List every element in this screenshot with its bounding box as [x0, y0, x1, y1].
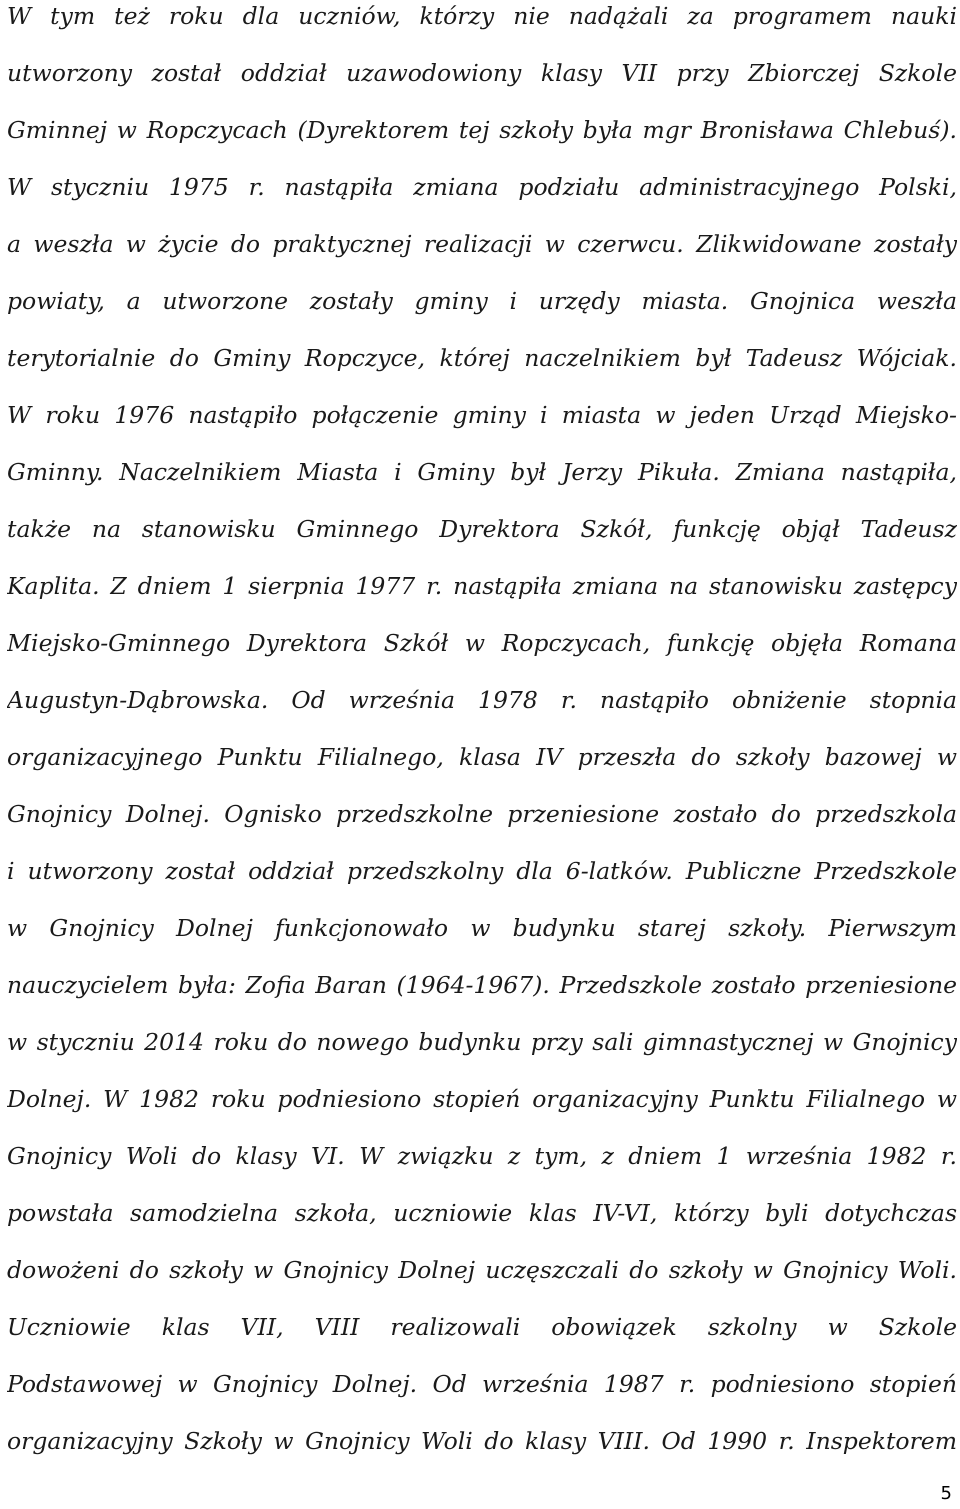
text-line: organizacyjny Szkoły w Gnojnicy Woli do klasy VIII. Od 1990 r. Inspektorem: [7, 1427, 957, 1455]
text-line: W styczniu 1975 r. nastąpiła zmiana podziału administracyjnego Polski,: [7, 173, 957, 201]
text-line: i utworzony został oddział przedszkolny dla 6-latków. Publiczne Przedszkole: [7, 857, 957, 885]
text-line: Kaplita. Z dniem 1 sierpnia 1977 r. nastąpiła zmiana na stanowisku zastępcy: [7, 572, 957, 600]
text-line: terytorialnie do Gminy Ropczyce, której naczelnikiem był Tadeusz Wójciak.: [7, 344, 957, 372]
text-line: Gminnej w Ropczycach (Dyrektorem tej szkoły była mgr Bronisława Chlebuś).: [7, 116, 957, 144]
text-line: Gnojnicy Dolnej. Ognisko przedszkolne przeniesione zostało do przedszkola: [7, 800, 957, 828]
text-line: także na stanowisku Gminnego Dyrektora Szkół, funkcję objął Tadeusz: [7, 515, 957, 543]
text-line: organizacyjnego Punktu Filialnego, klasa IV przeszła do szkoły bazowej w: [7, 743, 957, 771]
text-line: powstała samodzielna szkoła, uczniowie klas IV-VI, którzy byli dotychczas: [7, 1199, 957, 1227]
page-number: 5: [940, 1483, 952, 1504]
text-line: Uczniowie klas VII, VIII realizowali obowiązek szkolny w Szkole: [7, 1313, 957, 1341]
text-line: Miejsko-Gminnego Dyrektora Szkół w Ropczycach, funkcję objęła Romana: [7, 629, 957, 657]
text-line: w Gnojnicy Dolnej funkcjonowało w budynku starej szkoły. Pierwszym: [7, 914, 957, 942]
text-line: Gnojnicy Woli do klasy VI. W związku z tym, z dniem 1 września 1982 r.: [7, 1142, 957, 1170]
text-line: w styczniu 2014 roku do nowego budynku przy sali gimnastycznej w Gnojnicy: [7, 1028, 957, 1056]
text-line: Podstawowej w Gnojnicy Dolnej. Od września 1987 r. podniesiono stopień: [7, 1370, 957, 1398]
text-line: W roku 1976 nastąpiło połączenie gminy i miasta w jeden Urząd Miejsko-: [7, 401, 957, 429]
text-line: dowożeni do szkoły w Gnojnicy Dolnej uczęszczali do szkoły w Gnojnicy Woli.: [7, 1256, 957, 1284]
body-text: [7, 0, 957, 1470]
text-line: powiaty, a utworzone zostały gminy i urzędy miasta. Gnojnica weszła: [7, 287, 957, 315]
text-line: Dolnej. W 1982 roku podniesiono stopień organizacyjny Punktu Filialnego w: [7, 1085, 957, 1113]
text-line: nauczycielem była: Zofia Baran (1964-1967). Przedszkole zostało przeniesione: [7, 971, 957, 999]
text-line: W tym też roku dla uczniów, którzy nie nadążali za programem nauki: [7, 2, 957, 30]
text-line: utworzony został oddział uzawodowiony klasy VII przy Zbiorczej Szkole: [7, 59, 957, 87]
text-line: Gminny. Naczelnikiem Miasta i Gminy był Jerzy Pikuła. Zmiana nastąpiła,: [7, 458, 957, 486]
text-line: Augustyn-Dąbrowska. Od września 1978 r. nastąpiło obniżenie stopnia: [7, 686, 957, 714]
text-line: a weszła w życie do praktycznej realizacji w czerwcu. Zlikwidowane zostały: [7, 230, 957, 258]
